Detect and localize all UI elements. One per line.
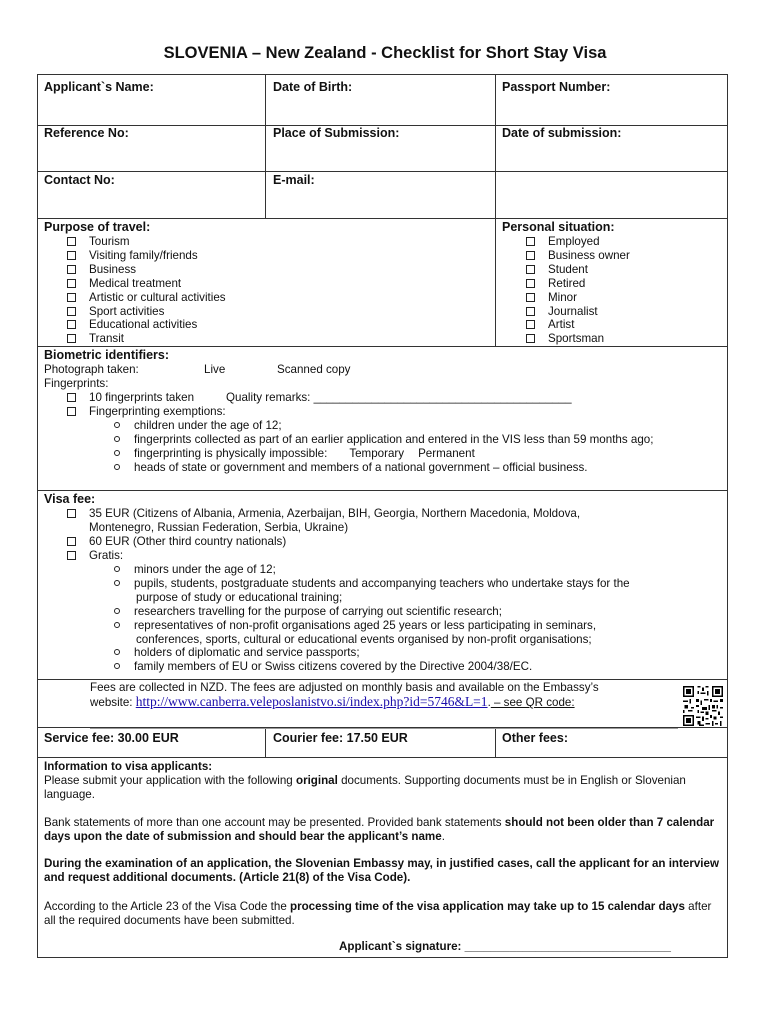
list-item[interactable]: Business owner: [526, 249, 630, 263]
list-item[interactable]: Artist: [526, 318, 630, 332]
radio-icon[interactable]: [114, 450, 120, 456]
biometric-heading: Biometric identifiers:: [44, 348, 170, 362]
purpose-heading: Purpose of travel:: [44, 220, 151, 234]
info-paragraph-interview: During the examination of an application, the Slovenian Embassy may, in justified cases, call the applicant for an interview and request additional documents. (Article 21(8) of the Visa Code).: [44, 857, 719, 884]
page-title: SLOVENIA – New Zealand - Checklist for Short Stay Visa: [163, 44, 607, 62]
photo-live-option[interactable]: Live: [204, 363, 226, 376]
checkbox-icon[interactable]: [67, 307, 76, 316]
embassy-website-link[interactable]: http://www.canberra.veleposlanistvo.si/index.php?id=5746&L=1: [135, 694, 488, 709]
list-item[interactable]: Gratis:: [67, 549, 580, 563]
list-item[interactable]: family members of EU or Swiss citizens covered by the Directive 2004/38/EC.: [114, 660, 630, 674]
ten-fingerprints-item[interactable]: 10 fingerprints taken: [67, 391, 194, 405]
nzd-note: Fees are collected in NZD. The fees are adjusted on monthly basis and available on the Embassy’s: [90, 681, 599, 694]
checkbox-icon[interactable]: [526, 293, 535, 302]
list-item[interactable]: minors under the age of 12;: [114, 563, 630, 577]
applicant-name-label[interactable]: Applicant`s Name:: [44, 80, 154, 94]
list-item[interactable]: Retired: [526, 277, 630, 291]
embassy-website-line: website: http://www.canberra.veleposlanistvo.si/index.php?id=5746&L=1. – see QR code:: [90, 694, 575, 709]
row-divider: [37, 757, 728, 758]
checkbox-icon[interactable]: [526, 320, 535, 329]
checkbox-icon[interactable]: [526, 251, 535, 260]
column-divider: [265, 727, 266, 757]
list-item[interactable]: children under the age of 12;: [114, 419, 653, 433]
quality-remarks-field[interactable]: Quality remarks: ________________________________________: [226, 391, 572, 404]
list-item[interactable]: Sport activities: [67, 305, 226, 319]
list-item[interactable]: 60 EUR (Other third country nationals): [67, 535, 580, 549]
radio-icon[interactable]: [114, 436, 120, 442]
column-divider: [495, 74, 496, 346]
row-divider: [37, 218, 728, 219]
radio-icon[interactable]: [114, 422, 120, 428]
list-item[interactable]: Minor: [526, 291, 630, 305]
list-item[interactable]: Sportsman: [526, 332, 630, 346]
column-divider: [495, 727, 496, 757]
column-divider: [265, 74, 266, 218]
checkbox-icon[interactable]: [67, 237, 76, 246]
checkbox-icon[interactable]: [67, 393, 76, 402]
email-label[interactable]: E-mail:: [273, 173, 315, 187]
list-item[interactable]: representatives of non-profit organisations aged 25 years or less participating in seminars,: [114, 619, 630, 633]
info-heading: Information to visa applicants:: [44, 760, 213, 773]
date-of-submission-label[interactable]: Date of submission:: [502, 126, 622, 140]
purpose-list: [67, 235, 226, 346]
list-item[interactable]: Business: [67, 263, 226, 277]
radio-icon[interactable]: [114, 464, 120, 470]
checkbox-icon[interactable]: [67, 320, 76, 329]
list-item[interactable]: Educational activities: [67, 318, 226, 332]
checkbox-icon[interactable]: [526, 265, 535, 274]
list-item: conferences, sports, cultural or educational events organised by non-profit organisations;: [136, 632, 592, 646]
courier-fee-label: Courier fee: 17.50 EUR: [273, 731, 408, 745]
list-item: purpose of study or educational training;: [136, 590, 343, 604]
fingerprints-label: Fingerprints:: [44, 377, 109, 390]
checkbox-icon[interactable]: [526, 279, 535, 288]
photograph-label: Photograph taken:: [44, 363, 139, 376]
reference-no-label[interactable]: Reference No:: [44, 126, 129, 140]
gratis-list: [114, 563, 630, 674]
checkbox-icon[interactable]: [526, 307, 535, 316]
list-item[interactable]: holders of diplomatic and service passports;: [114, 646, 630, 660]
row-divider: [37, 171, 728, 172]
fingerprint-exemptions-item[interactable]: Fingerprinting exemptions:: [67, 405, 226, 419]
checkbox-icon[interactable]: [526, 334, 535, 343]
contact-no-label[interactable]: Contact No:: [44, 173, 115, 187]
checkbox-icon[interactable]: [67, 265, 76, 274]
service-fee-label: Service fee: 30.00 EUR: [44, 731, 179, 745]
other-fees-label[interactable]: Other fees:: [502, 731, 568, 745]
checkbox-icon[interactable]: [67, 551, 76, 560]
applicant-signature-field[interactable]: Applicant`s signature: ________________________________: [339, 940, 671, 953]
list-item[interactable]: Student: [526, 263, 630, 277]
list-item[interactable]: Artistic or cultural activities: [67, 291, 226, 305]
visa-fee-heading: Visa fee:: [44, 492, 96, 506]
radio-icon[interactable]: [114, 649, 120, 655]
checkbox-icon[interactable]: [67, 509, 76, 518]
list-item[interactable]: Journalist: [526, 305, 630, 319]
place-of-submission-label[interactable]: Place of Submission:: [273, 126, 400, 140]
checkbox-icon[interactable]: [67, 334, 76, 343]
info-paragraph-processing: According to the Article 23 of the Visa Code the processing time of the visa application may take up to 15 calendar days after all the required documents have been submitted.: [44, 900, 712, 927]
list-item[interactable]: Employed: [526, 235, 630, 249]
radio-icon[interactable]: [114, 622, 120, 628]
checkbox-icon[interactable]: [67, 251, 76, 260]
radio-icon[interactable]: [114, 566, 120, 572]
website-underline: [90, 728, 678, 729]
list-item[interactable]: fingerprints collected as part of an earlier application and entered in the VIS less than 59 months ago;: [114, 433, 653, 447]
list-item[interactable]: Medical treatment: [67, 277, 226, 291]
row-divider: [37, 490, 728, 491]
visa-fee-list: [67, 507, 580, 563]
qr-code-icon[interactable]: [683, 686, 723, 726]
row-divider: [37, 679, 728, 680]
passport-number-label[interactable]: Passport Number:: [502, 80, 611, 94]
list-item[interactable]: 35 EUR (Citizens of Albania, Armenia, Azerbaijan, BIH, Georgia, Northern Macedonia, Moldova,: [67, 507, 580, 521]
exemptions-list: [114, 419, 653, 475]
personal-situation-heading: Personal situation:: [502, 220, 615, 234]
list-item: Montenegro, Russian Federation, Serbia, Ukraine): [89, 520, 349, 534]
date-of-birth-label[interactable]: Date of Birth:: [273, 80, 353, 94]
permanent-option[interactable]: Permanent: [418, 446, 475, 460]
checkbox-icon[interactable]: [67, 407, 76, 416]
checkbox-icon[interactable]: [526, 237, 535, 246]
list-item[interactable]: Visiting family/friends: [67, 249, 226, 263]
list-item[interactable]: pupils, students, postgraduate students and accompanying teachers who undertake stays for the: [114, 577, 630, 591]
checkbox-icon[interactable]: [67, 537, 76, 546]
personal-situation-list: [526, 235, 630, 346]
list-item[interactable]: Tourism: [67, 235, 226, 249]
info-paragraph-bank: Bank statements of more than one account may be presented. Provided bank statements should not been older than 7 calendar days upon the date of submission and should bear the applicant’s name.: [44, 816, 715, 843]
checkbox-icon[interactable]: [67, 293, 76, 302]
radio-icon[interactable]: [114, 663, 120, 669]
checkbox-icon[interactable]: [67, 279, 76, 288]
qr-code-note: – see QR code:: [490, 696, 575, 709]
list-item[interactable]: researchers travelling for the purpose of carrying out scientific research;: [114, 605, 630, 619]
list-item[interactable]: fingerprinting is physically impossible: Temporary Permanent: [114, 447, 653, 461]
photo-scanned-option[interactable]: Scanned copy: [277, 363, 351, 376]
list-item[interactable]: Transit: [67, 332, 226, 346]
list-item[interactable]: heads of state or government and members of a national government – official business.: [114, 461, 653, 475]
radio-icon[interactable]: [114, 580, 120, 586]
info-paragraph-original: Please submit your application with the following original documents. Supporting documents must be in English or Slovenian language.: [44, 774, 686, 801]
radio-icon[interactable]: [114, 608, 120, 614]
temporary-option[interactable]: Temporary: [349, 446, 405, 460]
